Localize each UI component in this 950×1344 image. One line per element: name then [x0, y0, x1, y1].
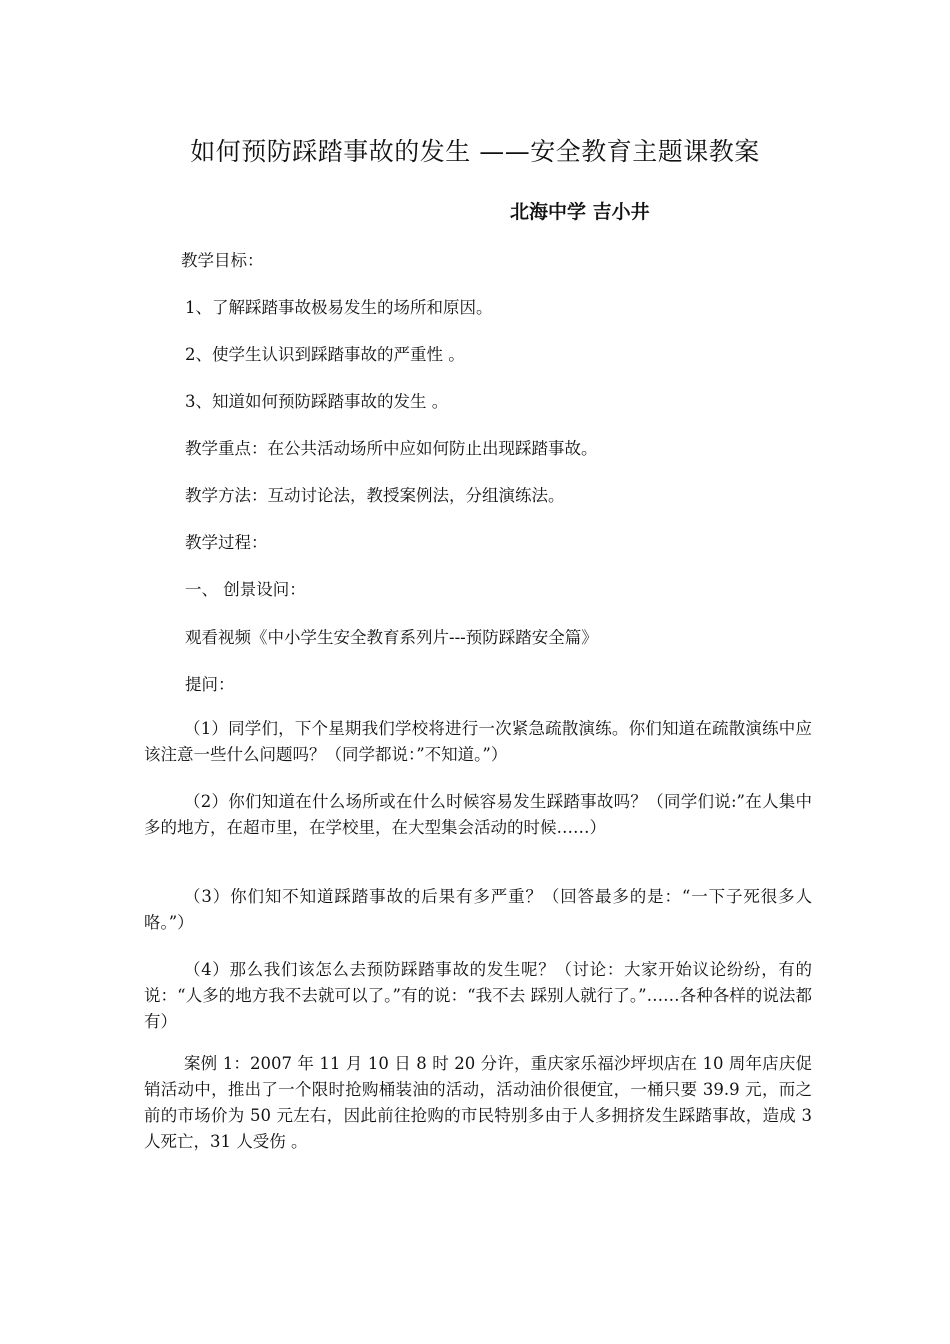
process-heading: 教学过程： — [185, 533, 268, 552]
video-line: 观看视频《中小学生安全教育系列片---预防踩踏安全篇》 — [185, 628, 598, 647]
question-paragraph: （4）那么我们该怎么去预防踩踏事故的发生呢？（讨论：大家开始议论纷纷，有的说：“人多的地方我不去就可以了。”有的说：“我不去 踩别人就行了。”……各种各样的说法都有） — [144, 960, 812, 1031]
section-heading: 一、 创景设问： — [185, 580, 306, 599]
question-paragraph: （3）你们知不知道踩踏事故的后果有多严重？（回答最多的是：“一下子死很多人咯。”） — [144, 887, 812, 932]
teaching-method: 教学方法：互动讨论法，教授案例法，分组演练法。 — [185, 486, 565, 505]
goal-item: 1、了解踩踏事故极易发生的场所和原因。 — [185, 298, 493, 317]
case-paragraph: 案例 1：2007 年 11 月 10 日 8 时 20 分许，重庆家乐福沙坪坝店在 10 周年店庆促销活动中，推出了一个限时抢购桶装油的活动，活动油价很便宜，一桶只要 39.9 元，而之前的市场价为 50 元左右，因此前往抢购的市民特别多由于人多拥挤发生踩踏事故，造成 3 人死亡，31 人受伤 。 — [144, 1054, 812, 1151]
question-paragraph: （1）同学们，下个星期我们学校将进行一次紧急疏散演练。你们知道在疏散演练中应该注意一些什么问题吗？（同学都说：”不知道。”） — [144, 719, 812, 764]
goal-item: 3、知道如何预防踩踏事故的发生 。 — [185, 392, 449, 411]
goal-item: 2、使学生认识到踩踏事故的严重性 。 — [185, 345, 465, 364]
author-line: 北海中学 吉小井 — [510, 201, 650, 223]
questions-heading: 提问： — [185, 675, 235, 694]
goals-heading: 教学目标： — [181, 251, 264, 270]
question-paragraph: （2）你们知道在什么场所或在什么时候容易发生踩踏事故吗？（同学们说:”在人集中多的地方，在超市里，在学校里，在大型集会活动的时候……） — [144, 792, 812, 837]
document-title: 如何预防踩踏事故的发生 ——安全教育主题课教案 — [190, 137, 760, 166]
key-point: 教学重点：在公共活动场所中应如何防止出现踩踏事故。 — [185, 439, 598, 458]
